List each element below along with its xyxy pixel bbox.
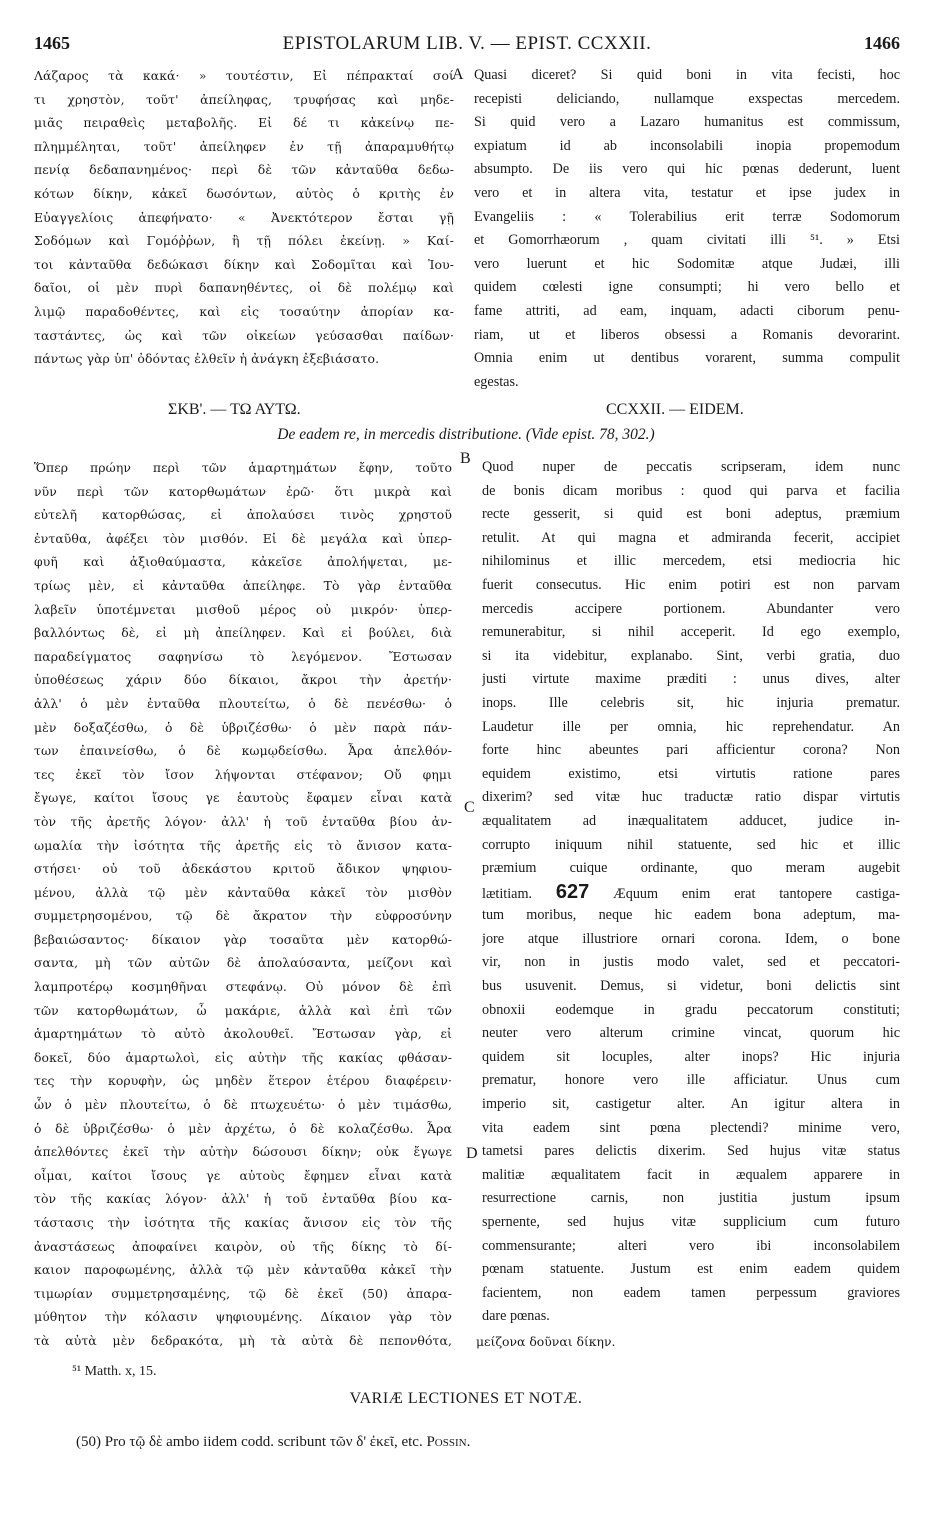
text-line: præmium cuique ordinante, quo meram augebit: [482, 860, 900, 877]
text-line: resurrectione carnis, non justitia justum ipsum: [482, 1190, 900, 1207]
text-line: de bonis dicam moribus : quod qui parva et facilia: [482, 482, 900, 499]
text-line: πάντως γὰρ ὑπ' ὀδόντας ἐλθεῖν ἡ ἀνάγκη ἐξεβιάσατο.: [34, 351, 380, 367]
margin-marker-b: B: [460, 450, 471, 467]
critical-note: [76, 1434, 470, 1451]
text-line: fame attriti, ad eam, inquam, adacti ciborum penu-: [474, 302, 900, 319]
margin-marker-d: D: [466, 1145, 478, 1162]
text-line: ταστάντες, ὡς καὶ τῶν οἰκείων γεύσασθαι παίδων·: [34, 327, 454, 343]
text-line: tametsi pares delictis dixerim. Sed hujus vitæ status: [482, 1143, 900, 1160]
text-line: στήσει· οὐ τοῦ ἀδεκάστου κριτοῦ ἄδικον ψηφιου-: [34, 861, 452, 877]
text-line: ὧν ὁ μὲν πλουτείτω, ὁ δὲ πτωχευέτω· ὁ μὲν τιμάσθω,: [34, 1097, 452, 1113]
text-line: Quod nuper de peccatis scripseram, idem nunc: [482, 459, 900, 475]
text-line: inops. Ille celebris sit, hic injuria prematur.: [482, 694, 900, 711]
page-number-left: 1465: [34, 33, 70, 53]
text-line: Omnia enim ut dentibus vorarent, summa compulit: [474, 350, 900, 367]
margin-marker-a: A: [452, 66, 464, 83]
text-line: Evangeliis : « Tolerabilius erit terræ Sodomorum: [474, 208, 900, 225]
footnote: ⁵¹ Matth. x, 15.: [72, 1364, 157, 1379]
text-line: τῶν κατορθωμάτων, ὦ μακάριε, ἀλλὰ καὶ ἐπὶ τῶν: [34, 1002, 452, 1018]
text-line: Σοδόμων καὶ Γομόῤῥων, ἢ τῇ πόλει ἐκείνῃ. » Καί-: [34, 233, 454, 249]
text-line: βαλλόντως δὲ, εἰ μὴ ἀπείληφεν. Καὶ εἰ βούλει, διὰ: [34, 625, 452, 641]
text-line: imperio sit, castigetur alter. An igitur altera in: [482, 1096, 900, 1113]
text-line: τες ἐκεῖ τὸν ἴσον λήψονται στέφανον; Οὔ φημι: [34, 766, 452, 782]
text-line: quidem cœlesti igne consumpti; hi vero bello et: [474, 279, 900, 296]
migne-column-number: 627: [555, 880, 590, 903]
text-line: εὐτελῆ κατορθώσας, εἰ ἀπολαύσει τινὸς χρηστοῦ: [34, 507, 452, 523]
text-line: vero et in altera vita, testatur et ipse judex in: [474, 184, 900, 201]
text-fragment: Æquum enim erat tantopere castiga-: [589, 885, 900, 902]
text-line: vero luerunt et hic Sodomitæ atque Judæi, illi: [474, 255, 900, 272]
variae-lectiones-heading: VARIÆ LECTIONES ET NOTÆ.: [349, 1390, 583, 1407]
text-line: παραδείγματος σαφηνίσω τὸ λεγόμενον. Ἔστωσαν: [34, 648, 452, 664]
text-line: των ἐπαινείσθω, ὁ δὲ κωμῳδείσθω. Ἆρα ἀπελθόν-: [34, 743, 452, 759]
page-number-right: 1466: [864, 33, 900, 53]
text-line: pœnam statuente. Justum est enim eadem quidem: [482, 1261, 900, 1278]
text-line: τες τὴν κορυφὴν, ὡς μηδὲν ἕτερον ἑτέρου διαφέρειν·: [34, 1073, 452, 1089]
text-line: facientem, non eadem tamen perpessum graviores: [482, 1284, 900, 1301]
text-line: nihilominus et illic mercedem, etsi mediocria hic: [482, 553, 900, 570]
text-line: Εὐαγγελίοις ἀπεφήνατο· « Ἀνεκτότερον ἔσται γῇ: [34, 209, 454, 225]
text-line: καιον παροφωμένης, ἀλλὰ τῷ μὲν κἀνταῦθα κἀκεῖ τὴν: [34, 1262, 452, 1278]
greek-letter-heading: ΣΚΒ'. — ΤΩ ΑΥΤΩ.: [168, 401, 301, 418]
text-line: ἀναστάσεως ἀποφαίνει καιρὸν, οὐ τῆς δίκης τὸ δί-: [34, 1238, 452, 1254]
text-line: ἀπελθόντες ἐκεῖ τὴν αὐτὴν δώσουσι δίκην; οὐκ ἔγωγε: [34, 1144, 452, 1160]
text-line: ἀλλ' ὁ μὲν ἐνταῦθα πλουτείτω, ὁ δὲ πενέσθω· ὁ: [34, 695, 452, 711]
text-line: μιᾶς πειραθεὶς μεταβολῆς. Εἰ δέ τι κἀκείνῳ πε-: [34, 115, 454, 131]
text-line: dare pœnas.: [482, 1308, 550, 1325]
text-line: æqualitatem ad inæqualitatem adducet, judice in-: [482, 812, 900, 829]
text-line: τὸν τῆς ἀρετῆς λόγον· ἀλλ' ἡ τοῦ ἐνταῦθα βίου ἀν-: [34, 813, 452, 829]
text-line: Si quid vero a Lazaro humanitus est commissum,: [474, 114, 900, 131]
text-line: prematur, honore vero ille afficiatur. Unus cum: [482, 1072, 900, 1089]
text-line: ἔγωγε, καίτοι ἴσους γε ἑαυτοὺς ἔφαμεν εἶναι κατὰ: [34, 790, 452, 806]
text-line: τάστασις τὴν ἰσότητα τῆς κακίας ἄνισον εἰς τὸν τῆς: [34, 1215, 452, 1230]
text-line: jore atque illustriore ornari corona. Idem, o bone: [482, 930, 900, 947]
text-line: forte hinc abeuntes pari afficientur corona? Non: [482, 742, 900, 759]
text-line: malitiæ æqualitatem facit in æqualem apparere in: [482, 1166, 900, 1183]
text-line: λαμπροτέρῳ κοσμηθῆναι στεφάνῳ. Οὐ μόνον δὲ ἐπὶ: [34, 979, 452, 995]
subtitle-reference: (Vide epist. 78, 302.): [525, 426, 655, 443]
latin-column-main: [482, 456, 900, 1329]
text-line: οἶμαι, καίτοι ἴσους γε αὐτοὺς ἔφημεν εἶναι κατὰ: [34, 1167, 452, 1183]
text-line: δαῖοι, οἱ μὲν πυρὶ δαπανηθέντες, οἱ δὲ πολέμῳ καὶ: [34, 280, 454, 296]
text-fragment: lætitiam.: [482, 885, 556, 902]
text-line: si ita videbitur, explanabo. Sint, verbi gratia, duo: [482, 647, 900, 664]
text-line: βεβαιώσαντος· δίκαιον γὰρ τοσαῦτα μὲν κατορθώ-: [34, 931, 452, 947]
text-line: vir, non in justis modo valet, sed et peccatori-: [482, 954, 900, 971]
text-line: Λάζαρος τὰ κακά· » τουτέστιν, Εἰ πέπρακταί σοί: [34, 68, 454, 83]
text-line: μύθητον τὴν κόλασιν ψηφιουμένης. Δίκαιον γὰρ τὸν: [34, 1309, 452, 1325]
text-line: τὸν τῆς κακίας λόγον· ἀλλ' ἡ τοῦ ἐνταῦθα βίου κα-: [34, 1191, 452, 1207]
text-line: recepisti deliciando, nullamque exspectas mercedem.: [474, 90, 900, 107]
text-line: obnoxii eodemque in gradu peccatorum constituti;: [482, 1001, 900, 1018]
text-line: Ὅπερ πρώην περὶ τῶν ἁμαρτημάτων ἔφην, τοῦτο: [34, 460, 452, 475]
text-line: expiatum id ab inconsolabili inopia propemodum: [474, 137, 900, 154]
header-title: EPISTOLARUM LIB. V. — EPIST. CCXXII.: [282, 33, 652, 54]
greek-column-main: [34, 456, 452, 1353]
latin-letter-heading: CCXXII. — EIDEM.: [606, 401, 744, 418]
margin-marker-c: C: [464, 799, 475, 816]
text-line: τρίως μὲν, εἰ κἀνταῦθα ἀπείληφε. Τὸ γὰρ ἐνταῦθα: [34, 577, 452, 593]
text-line: ἁμαρτημάτων τὸ αὐτὸ ἀκολουθεῖ. Ἔστωσαν γὰρ, εἰ: [34, 1026, 452, 1042]
text-line: νῦν περὶ τῶν κατορθωμάτων ἐρῶ· ὅτι μικρὰ καὶ: [34, 483, 452, 499]
greek-tail-line: μείζονα δοῦναι δίκην.: [476, 1334, 616, 1349]
text-line: dixerim? sed vitæ huc traductæ ratio dispar virtutis: [482, 789, 900, 806]
text-line: vita eadem sint pœna plectendi? minime vero,: [482, 1119, 900, 1136]
text-line: τιμωρίαν συμμετρησαμένης, τῷ δὲ ἐκεῖ (50) ἀπαρα-: [34, 1285, 452, 1301]
text-line: retulit. At qui magna et admiranda fecerit, accipiet: [482, 529, 900, 546]
text-line: egestas.: [474, 373, 519, 390]
text-line: ωμαλία τὴν ἰσότητα τῆς ἀρετῆς εἰς τὸ ἄνισον κατα-: [34, 837, 452, 853]
latin-column-top: [474, 64, 900, 394]
text-line: μὲν δοξαζέσθω, ὁ δὲ ὑβριζέσθω· ὁ μὲν παρὰ πάν-: [34, 719, 452, 735]
text-line: tum moribus, neque hic eadem bona adeptum, ma-: [482, 907, 900, 924]
text-line: τοι κἀνταῦθα δεδώκασι δίκην καὶ Σοδομῖται καὶ Ἰου-: [34, 256, 454, 272]
text-line: commensurante; alteri vero ibi inconsolabilem: [482, 1237, 900, 1254]
text-line: recte gesserit, si quid est boni adeptus, præmium: [482, 506, 900, 523]
text-line: τι χρηστὸν, τοῦτ' ἀπείληφας, τρυφήσας καὶ μηδε-: [34, 91, 454, 107]
text-line: συμμετρησομένου, τῷ δὲ ἄκρατον τὴν εὐφροσύνην: [34, 908, 452, 924]
text-line: fuerit consecutus. Hic enim potiri est non parvam: [482, 576, 900, 593]
greek-column-top: [34, 64, 454, 371]
text-line: Laudetur ille per omnia, hic reprehendatur. An: [482, 718, 900, 735]
text-line: et Gomorrhæorum , quam civitati illi ⁵¹. » Etsi: [474, 232, 900, 249]
text-line: ἐνταῦθα, ἀφέξει τὸν μισθόν. Εἰ δὲ μεγάλα καὶ ὑπερ-: [34, 530, 452, 546]
text-line: Quasi diceret? Si quid boni in vita fecisti, hoc: [474, 67, 900, 83]
text-line: πενίᾳ δεδαπανημένος· περὶ δὲ τῶν κἀνταῦθα δεδω-: [34, 162, 454, 178]
text-line: μένου, ἀλλὰ τῷ μὲν κἀνταῦθα κἀκεῖ τὸν μισθὸν: [34, 884, 452, 900]
text-line: φυῆ καὶ ἀξιοθαύμαστα, κἀκεῖσε ἀπολήψεται, με-: [34, 554, 452, 570]
text-line: ὑποθέσεως χάριν δύο δίκαιοι, ἄκροι τὴν ἀρετήν·: [34, 672, 452, 688]
text-line: κότων δίκην, κἀκεῖ δωσόντων, αὐτὸς ὁ κριτὴς ἐν: [34, 185, 454, 201]
text-line: λαβεῖν ὑποτέμνεται μισθοῦ μέρος οὐ μικρόν· ὑπερ-: [34, 601, 452, 617]
text-line: τὰ αὐτὰ μὲν δεδρακότα, μὴ τὰ αὐτὰ δὲ πεπονθότα,: [34, 1332, 452, 1348]
text-line: spernente, sed hujus vitæ supplicium cum futuro: [482, 1214, 900, 1230]
text-line: neuter vero alterum crimine vincat, quorum hic: [482, 1025, 900, 1042]
text-line: σαντα, μὴ τῶν αὐτῶν δὲ ἀπολαύσαντα, μείζονι καὶ: [34, 955, 452, 971]
running-header: [34, 33, 900, 59]
text-line: mercedis accipere portionem. Abundanter vero: [482, 600, 900, 617]
text-line: corrupto iniquum nihil statuente, sed hic et illic: [482, 836, 900, 853]
text-line: absumpto. De iis vero qui hic pœnas dederunt, luent: [474, 161, 900, 178]
text-line: ὁ δὲ ὑβριζέσθω· ὁ μὲν ἀρχέτω, ὁ δὲ κολαζέσθω. Ἆρα: [34, 1120, 452, 1136]
text-line: bus usuvenit. Demus, si videtur, boni delictis sint: [482, 978, 900, 995]
text-line: πλημμέληται, τοῦτ' ἀπείληφεν ἐν τῇ ἀπαραμυθήτῳ: [34, 138, 454, 154]
letter-subtitle: [0, 426, 932, 444]
text-line: riam, ut et liberos obsessi a Romanis devorarint.: [474, 326, 900, 343]
text-line: remunerabitur, si nihil acceperit. Id ego exemplo,: [482, 624, 900, 641]
text-line: λιμῷ παραδοθέντες, καὶ εἰς τοσαύτην ἀπορίαν κα-: [34, 303, 454, 319]
note-author: Possin.: [426, 1434, 471, 1450]
text-line-with-page-number: [482, 881, 900, 905]
text-line: justi virtute maxime præditi : unus dives, alter: [482, 671, 900, 688]
text-line: δοκεῖ, δύο ἁμαρτωλοὶ, εἰς αὐτὴν τῆς κακίας φθάσαν-: [34, 1049, 452, 1065]
subtitle-text: De eadem re, in mercedis distributione.: [277, 426, 522, 443]
text-line: equidem existimo, etsi virtutis ratione pares: [482, 765, 900, 782]
note-text: (50) Pro τῷ δὲ ambo iidem codd. scribunt τῶν δ' ἐκεῖ, etc.: [76, 1434, 423, 1450]
text-line: quidem sit locuples, alter inops? Hic injuria: [482, 1048, 900, 1065]
